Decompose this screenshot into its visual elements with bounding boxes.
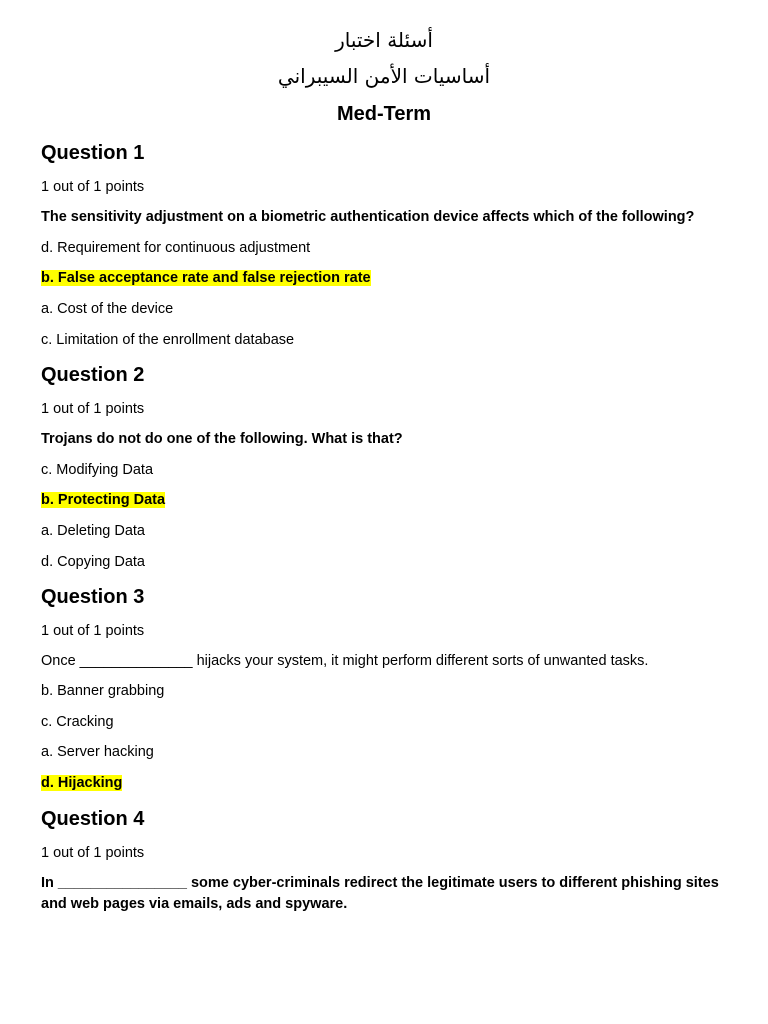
arabic-title-line-2: أساسيات الأمن السيبراني <box>277 64 491 88</box>
question-3-option-b: b. Banner grabbing <box>41 683 165 699</box>
question-2-prompt: Trojans do not do one of the following. What is that? <box>41 431 403 447</box>
correct-answer-highlight: b. Protecting Data <box>41 492 166 508</box>
question-1-option-a: a. Cost of the device <box>41 301 174 317</box>
question-3-heading: Question 3 <box>41 586 145 608</box>
question-4-points: 1 out of 1 points <box>41 845 145 861</box>
question-2-heading: Question 2 <box>41 364 145 386</box>
question-2-option-c: c. Modifying Data <box>41 462 154 478</box>
question-1-prompt: The sensitivity adjustment on a biometric authentication device affects which of the following? <box>41 209 695 225</box>
document-title: Med-Term <box>336 103 432 125</box>
arabic-title-line-1: أسئلة اختبار <box>335 28 433 52</box>
question-3-option-a: a. Server hacking <box>41 744 154 760</box>
question-4-heading: Question 4 <box>41 808 145 830</box>
correct-answer-highlight: d. Hijacking <box>41 775 123 791</box>
question-1-option-b-correct <box>41 270 371 286</box>
question-3-option-d-correct <box>41 775 122 791</box>
question-1-option-c: c. Limitation of the enrollment database <box>41 332 295 348</box>
question-3-points: 1 out of 1 points <box>41 623 145 639</box>
question-1-option-d: d. Requirement for continuous adjustment <box>41 240 311 256</box>
question-3-prompt: Once ______________ hijacks your system, it might perform different sorts of unwanted tasks. <box>41 653 649 669</box>
correct-answer-highlight: b. False acceptance rate and false rejection rate <box>41 270 371 286</box>
question-2-option-b-correct <box>41 492 165 508</box>
question-1-heading: Question 1 <box>41 142 145 164</box>
question-2-points: 1 out of 1 points <box>41 401 145 417</box>
question-2-option-d: d. Copying Data <box>41 554 145 570</box>
question-2-option-a: a. Deleting Data <box>41 523 145 539</box>
question-4-prompt: In ________________ some cyber-criminals redirect the legitimate users to different phishing sites and web pages via emails, ads and spyware. <box>41 875 719 912</box>
question-1-points: 1 out of 1 points <box>41 179 145 195</box>
question-3-option-c: c. Cracking <box>41 714 114 730</box>
